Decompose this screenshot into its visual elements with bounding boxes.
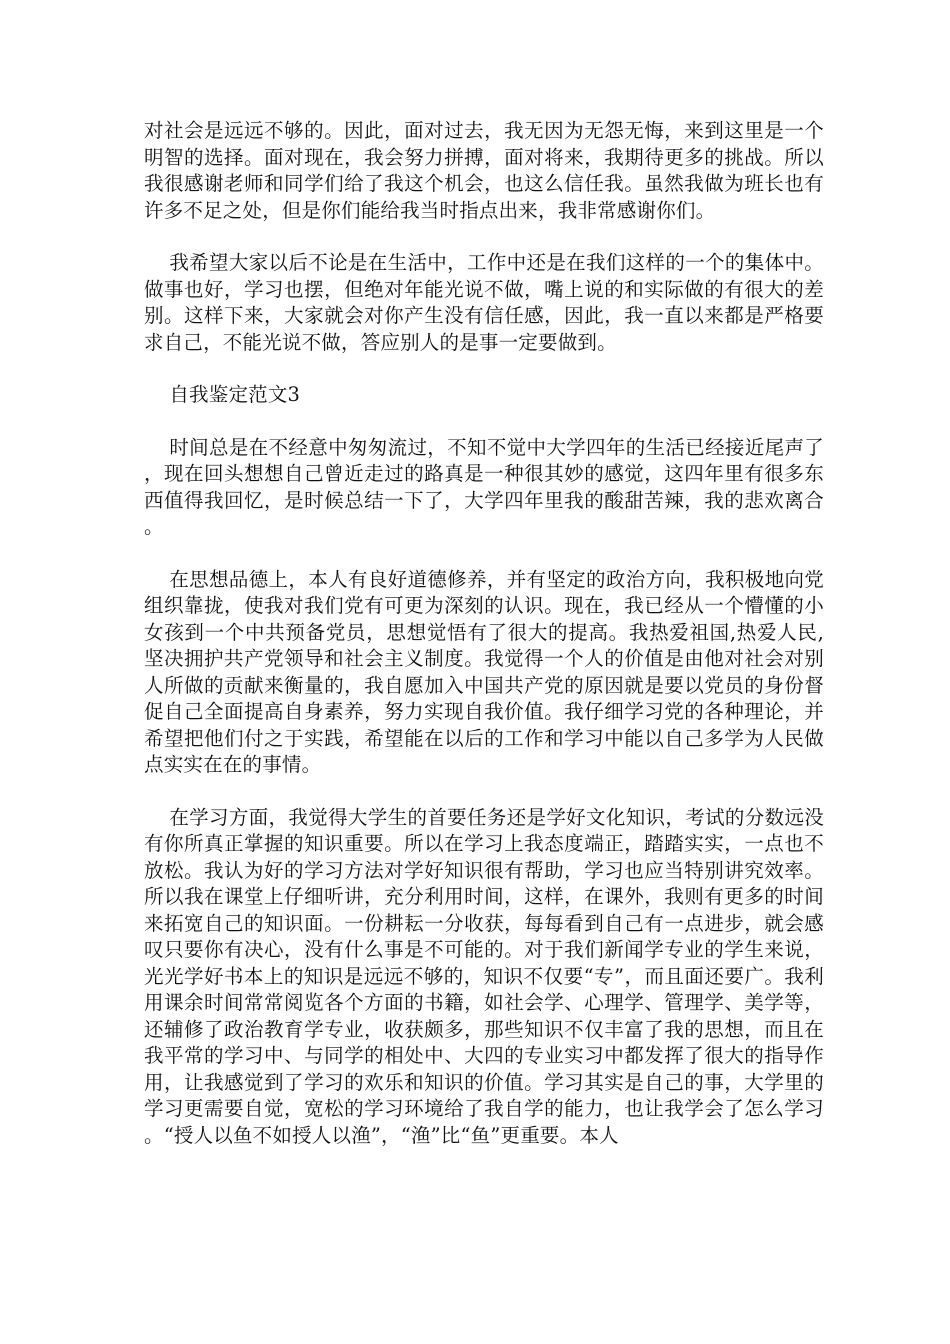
paragraph-intro: 时间总是在不经意中匆匆流过，不知不觉中大学四年的生活已经接近尾声了，现在回头想想自己曾近走过的路真是一种很其妙的感觉，这四年里有很多东西值得我回忆，是时候总结一下了，大学四年里我的酸甜苦辣，我的悲欢离合。: [144, 435, 824, 538]
document-page: [144, 118, 824, 1175]
paragraph-ideology: 在思想品德上，本人有良好道德修养，并有坚定的政治方向，我积极地向党组织靠拢，使我对我们党有可更为深刻的认识。现在，我已经从一个懵懂的小女孩到一个中共预备党员，思想觉悟有了很大的提高。我热爱祖国,热爱人民,坚决拥护共产党领导和社会主义制度。我觉得一个人的价值是由他对社会对别人所做的贡献来衡量的，我自愿加入中国共产党的原因就是要以党员的身份督促自己全面提高自身素养，努力实现自我价值。我仔细学习党的各种理论，并希望把他们付之于实践，希望能在以后的工作和学习中能以自己多学为人民做点实实在在的事情。: [144, 567, 824, 776]
section-heading: 自我鉴定范文3: [169, 383, 301, 406]
paragraph-study: 在学习方面，我觉得大学生的首要任务还是学好文化知识，考试的分数远没有你所真正掌握的知识重要。所以在学习上我态度端正，踏踏实实，一点也不放松。我认为好的学习方法对学好知识很有帮助，学习也应当特别讲究效率。所以我在课堂上仔细听讲，充分利用时间，这样，在课外，我则有更多的时间来拓宽自己的知识面。一份耕耘一分收获，每每看到自己有一点进步，就会感叹只要你有决心，没有什么事是不可能的。对于我们新闻学专业的学生来说，光光学好书本上的知识是远远不够的，知识不仅要“专”，而且面还要广。我利用课余时间常常阅览各个方面的书籍，如社会学、心理学、管理学、美学等，还辅修了政治教育学专业，收获颇多，那些知识不仅丰富了我的思想，而且在我平常的学习中、与同学的相处中、大四的专业实习中都发挥了很大的指导作用，让我感觉到了学习的欢乐和知识的价值。学习其实是自己的事，大学里的学习更需要自觉，宽松的学习环境给了我自学的能力，也让我学会了怎么学习。“授人以鱼不如授人以渔”，“渔”比“鱼”更重要。本人: [144, 805, 824, 1147]
paragraph-hope: 我希望大家以后不论是在生活中，工作中还是在我们这样的一个的集体中。做事也好，学习也摆，但绝对年能光说不做，嘴上说的和实际做的有很大的差别。这样下来，大家就会对你产生没有信任感，因此，我一直以来都是严格要求自己，不能光说不做，答应别人的是事一定要做到。: [144, 251, 824, 354]
paragraph-continuation: 对社会是远远不够的。因此，面对过去，我无因为无怨无悔，来到这里是一个明智的选择。面对现在，我会努力拼搏，面对将来，我期待更多的挑战。所以我很感谢老师和同学们给了我这个机会，也这么信任我。虽然我做为班长也有许多不足之处，但是你们能给我当时指点出来，我非常感谢你们。: [144, 119, 824, 222]
